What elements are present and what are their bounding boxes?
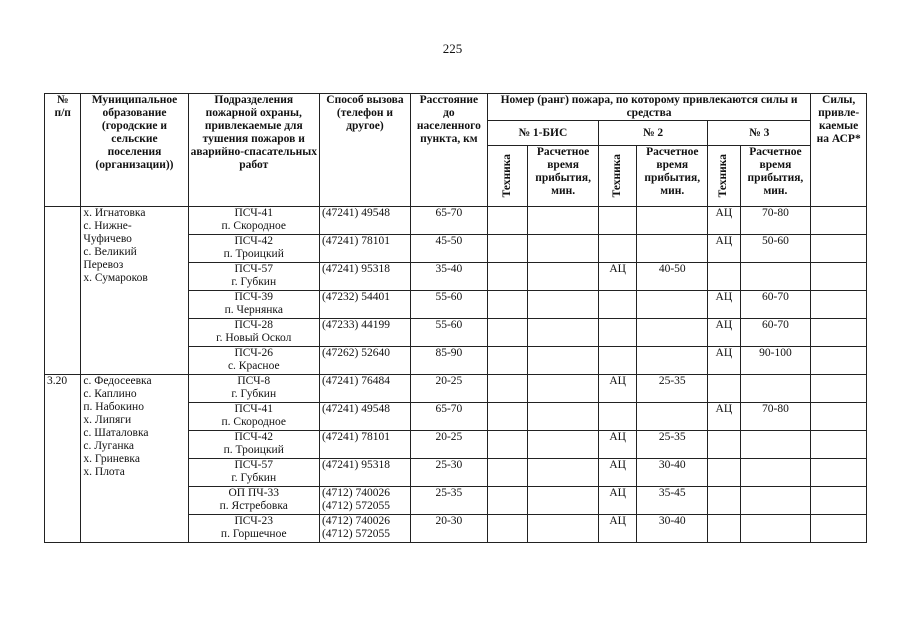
unit-location: п. Чернянка: [224, 304, 283, 316]
unit-location: г. Новый Оскол: [216, 332, 292, 344]
header-num: № п/п: [45, 94, 81, 207]
header-rank-group: Номер (ранг) пожара, по которому привлекаются силы и средства: [487, 94, 811, 121]
rank1-eta-cell: [528, 347, 599, 375]
phone-number: (47241) 49548: [321, 207, 391, 219]
asr-cell: [811, 207, 867, 235]
call-method-cell: [319, 375, 410, 403]
rank2-eta-cell: [637, 235, 708, 263]
header-distance: Расстояние до населенного пункта, км: [410, 94, 487, 207]
asr-cell: [811, 375, 867, 403]
asr-cell: [811, 459, 867, 487]
rank1-tech-cell: [487, 459, 527, 487]
unit-cell: [188, 375, 319, 403]
unit-location: п. Горшечное: [220, 528, 287, 540]
rank2-eta-cell: [637, 403, 708, 431]
municipality-cell: х. Игнатовка с. Нижне- Чуфичево с. Великий Перевоз х. Сумароков: [81, 207, 188, 375]
rank2-tech-cell: [598, 319, 636, 347]
rank2-tech-cell: АЦ: [598, 375, 636, 403]
rank3-eta-cell: 60-70: [740, 291, 811, 319]
rank2-eta-cell: [637, 207, 708, 235]
rank1-tech-cell: [487, 347, 527, 375]
header-tech-2: Техника: [598, 146, 636, 207]
distance-cell: 45-50: [410, 235, 487, 263]
rank3-eta-cell: 90-100: [740, 347, 811, 375]
distance-cell: 65-70: [410, 403, 487, 431]
rank3-tech-cell: АЦ: [708, 207, 740, 235]
phone-number: (4712) 740026: [321, 487, 391, 499]
unit-cell: [188, 515, 319, 543]
rank3-eta-cell: [740, 263, 811, 291]
unit-name: ПСЧ-39: [234, 291, 273, 303]
rank1-eta-cell: [528, 459, 599, 487]
table-row: [45, 207, 867, 235]
rank3-tech-cell: [708, 263, 740, 291]
unit-cell: [188, 291, 319, 319]
call-method-cell: [319, 487, 410, 515]
unit-name: ПСЧ-42: [234, 431, 273, 443]
unit-name: ПСЧ-28: [234, 319, 273, 331]
unit-location: г. Губкин: [231, 276, 277, 288]
rank3-eta-cell: 70-80: [740, 207, 811, 235]
header-tech-1: Техника: [487, 146, 527, 207]
rank3-tech-cell: АЦ: [708, 347, 740, 375]
rank3-tech-cell: АЦ: [708, 291, 740, 319]
asr-cell: [811, 515, 867, 543]
unit-cell: [188, 319, 319, 347]
rank3-tech-cell: [708, 431, 740, 459]
rank2-tech-cell: [598, 291, 636, 319]
unit-name: ПСЧ-41: [234, 403, 273, 415]
rank3-eta-cell: 60-70: [740, 319, 811, 347]
table-row: [45, 375, 867, 403]
call-method-cell: [319, 431, 410, 459]
rank1-eta-cell: [528, 207, 599, 235]
rank1-eta-cell: [528, 235, 599, 263]
rank3-eta-cell: [740, 515, 811, 543]
rank3-tech-cell: АЦ: [708, 235, 740, 263]
rank3-tech-cell: АЦ: [708, 403, 740, 431]
rank1-tech-cell: [487, 487, 527, 515]
rank3-tech-cell: [708, 375, 740, 403]
rank3-eta-cell: [740, 431, 811, 459]
unit-cell: [188, 403, 319, 431]
phone-number: (47241) 78101: [321, 431, 391, 443]
rank3-tech-cell: [708, 459, 740, 487]
rank2-tech-cell: АЦ: [598, 459, 636, 487]
rank1-eta-cell: [528, 319, 599, 347]
unit-location: п. Скородное: [221, 220, 286, 232]
rank2-eta-cell: 35-45: [637, 487, 708, 515]
rank1-tech-cell: [487, 375, 527, 403]
unit-name: ПСЧ-41: [234, 207, 273, 219]
header-rank-1bis: № 1-БИС: [487, 121, 598, 146]
asr-cell: [811, 319, 867, 347]
phone-number: (4712) 740026: [321, 515, 391, 527]
distance-cell: 35-40: [410, 263, 487, 291]
unit-name: ПСЧ-26: [234, 347, 273, 359]
unit-location: п. Ястребовка: [219, 500, 288, 512]
call-method-cell: [319, 515, 410, 543]
unit-name: ОП ПЧ-33: [228, 487, 280, 499]
rank3-eta-cell: 50-60: [740, 235, 811, 263]
call-method-cell: [319, 263, 410, 291]
rank3-tech-cell: АЦ: [708, 319, 740, 347]
phone-number: (47241) 95318: [321, 263, 391, 275]
rank2-tech-cell: АЦ: [598, 263, 636, 291]
unit-location: с. Красное: [227, 360, 280, 372]
unit-location: п. Троицкий: [223, 444, 284, 456]
rank2-tech-cell: АЦ: [598, 431, 636, 459]
unit-location: г. Губкин: [231, 472, 277, 484]
rank1-eta-cell: [528, 263, 599, 291]
rank2-tech-cell: [598, 235, 636, 263]
unit-cell: [188, 207, 319, 235]
distance-cell: 20-30: [410, 515, 487, 543]
call-method-cell: [319, 319, 410, 347]
unit-name: ПСЧ-57: [234, 263, 273, 275]
header-tech-3: Техника: [708, 146, 740, 207]
unit-location: п. Троицкий: [223, 248, 284, 260]
asr-cell: [811, 347, 867, 375]
header-municipality: Муниципальное образование (городские и сельские поселения (организации)): [81, 94, 188, 207]
unit-name: ПСЧ-42: [234, 235, 273, 247]
unit-location: п. Скородное: [221, 416, 286, 428]
header-forces-asr: Силы, привле-каемые на АСР*: [811, 94, 867, 207]
call-method-cell: [319, 403, 410, 431]
phone-number: (47241) 49548: [321, 403, 391, 415]
header-eta-1: Расчетное время прибытия, мин.: [528, 146, 599, 207]
phone-number: (47262) 52640: [321, 347, 391, 359]
distance-cell: 20-25: [410, 431, 487, 459]
rank2-eta-cell: [637, 347, 708, 375]
rank2-tech-cell: [598, 207, 636, 235]
unit-name: ПСЧ-8: [237, 375, 271, 387]
unit-location: г. Губкин: [231, 388, 277, 400]
rank2-eta-cell: 30-40: [637, 515, 708, 543]
rank3-tech-cell: [708, 487, 740, 515]
unit-cell: [188, 263, 319, 291]
distance-cell: 55-60: [410, 319, 487, 347]
call-method-cell: [319, 207, 410, 235]
phone-number: (47241) 78101: [321, 235, 391, 247]
rank2-tech-cell: [598, 403, 636, 431]
distance-cell: 25-35: [410, 487, 487, 515]
header-rank-2: № 2: [598, 121, 707, 146]
rank1-eta-cell: [528, 515, 599, 543]
unit-cell: [188, 347, 319, 375]
header-units: Подразделения пожарной охраны, привлекаемые для тушения пожаров и аварийно-спасательных работ: [188, 94, 319, 207]
rank2-tech-cell: [598, 347, 636, 375]
call-method-cell: [319, 291, 410, 319]
rank3-eta-cell: 70-80: [740, 403, 811, 431]
rank2-eta-cell: 40-50: [637, 263, 708, 291]
header-call-method: Способ вызова (телефон и другое): [319, 94, 410, 207]
rank2-eta-cell: [637, 319, 708, 347]
rank1-tech-cell: [487, 403, 527, 431]
group-number: [45, 207, 81, 375]
unit-cell: [188, 235, 319, 263]
rank2-tech-cell: АЦ: [598, 515, 636, 543]
distance-cell: 65-70: [410, 207, 487, 235]
distance-cell: 55-60: [410, 291, 487, 319]
call-method-cell: [319, 235, 410, 263]
asr-cell: [811, 431, 867, 459]
header-eta-3: Расчетное время прибытия, мин.: [740, 146, 811, 207]
rank1-eta-cell: [528, 487, 599, 515]
rank1-eta-cell: [528, 291, 599, 319]
rank1-tech-cell: [487, 319, 527, 347]
rank3-eta-cell: [740, 487, 811, 515]
asr-cell: [811, 291, 867, 319]
table-body: [45, 207, 867, 543]
rank1-tech-cell: [487, 515, 527, 543]
phone-number: (47241) 95318: [321, 459, 391, 471]
phone-number: (47233) 44199: [321, 319, 391, 331]
unit-cell: [188, 459, 319, 487]
group-number: 3.20: [45, 375, 81, 543]
unit-cell: [188, 487, 319, 515]
rank1-tech-cell: [487, 431, 527, 459]
call-method-cell: [319, 459, 410, 487]
page-number: 225: [442, 41, 463, 56]
rank2-eta-cell: [637, 291, 708, 319]
rank1-eta-cell: [528, 431, 599, 459]
rank2-eta-cell: 25-35: [637, 375, 708, 403]
call-method-cell: [319, 347, 410, 375]
asr-cell: [811, 403, 867, 431]
asr-cell: [811, 263, 867, 291]
rank2-eta-cell: 25-35: [637, 431, 708, 459]
phone-number: (47241) 76484: [321, 375, 391, 387]
unit-name: ПСЧ-23: [234, 515, 273, 527]
distance-cell: 85-90: [410, 347, 487, 375]
rank1-tech-cell: [487, 235, 527, 263]
rank1-eta-cell: [528, 403, 599, 431]
rank1-eta-cell: [528, 375, 599, 403]
rank2-eta-cell: 30-40: [637, 459, 708, 487]
header-eta-2: Расчетное время прибытия, мин.: [637, 146, 708, 207]
rank1-tech-cell: [487, 207, 527, 235]
asr-cell: [811, 235, 867, 263]
distance-cell: 20-25: [410, 375, 487, 403]
rank3-eta-cell: [740, 459, 811, 487]
fire-forces-table: [44, 93, 867, 543]
rank2-tech-cell: АЦ: [598, 487, 636, 515]
asr-cell: [811, 487, 867, 515]
unit-name: ПСЧ-57: [234, 459, 273, 471]
header-rank-3: № 3: [708, 121, 811, 146]
unit-cell: [188, 431, 319, 459]
distance-cell: 25-30: [410, 459, 487, 487]
municipality-cell: с. Федосеевка с. Каплино п. Набокино х. Липяги с. Шаталовка с. Луганка х. Гриневка х. Плота: [81, 375, 188, 543]
phone-number: (47232) 54401: [321, 291, 391, 303]
rank1-tech-cell: [487, 291, 527, 319]
phone-number: (4712) 572055: [321, 500, 391, 512]
phone-number: (4712) 572055: [321, 528, 391, 540]
rank1-tech-cell: [487, 263, 527, 291]
rank3-eta-cell: [740, 375, 811, 403]
rank3-tech-cell: [708, 515, 740, 543]
